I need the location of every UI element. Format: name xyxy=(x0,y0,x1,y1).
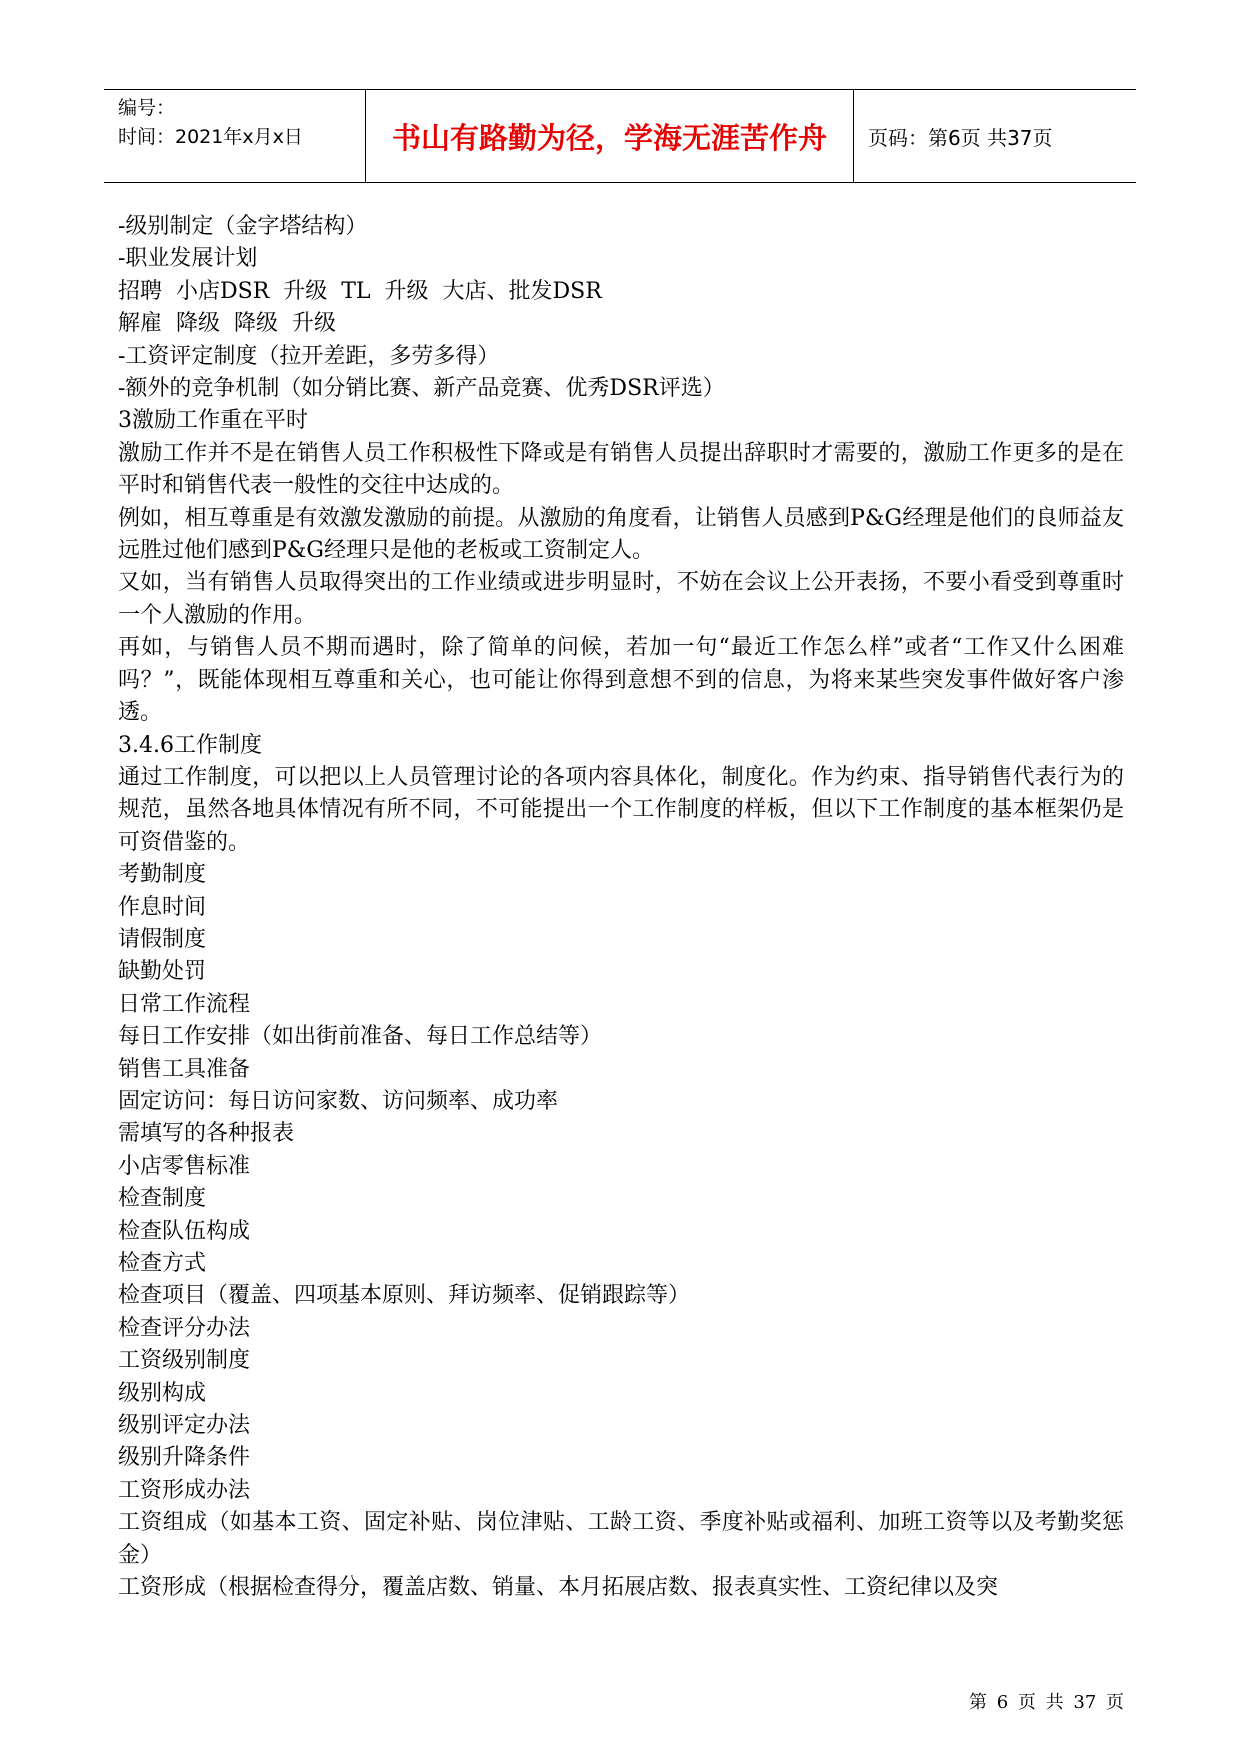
list-item: 工资形成办法 xyxy=(118,1477,251,1503)
body-paragraph: 通过工作制度，可以把以上人员管理讨论的各项内容具体化，制度化。作为约束、指导销售代表行为的规范，虽然各地具体情况有所不同，不可能提出一个工作制度的样板，但以下工作制度的基本框架仍是可资借鉴的。 xyxy=(118,764,1124,855)
list-item: 作息时间 xyxy=(118,894,207,920)
body-line: -级别制定（金字塔结构） xyxy=(118,214,368,239)
section-heading: 3激励工作重在平时 xyxy=(118,408,308,434)
list-item: 级别评定办法 xyxy=(118,1413,251,1439)
header-motto: 书山有路勤为径，学海无涯苦作舟 xyxy=(391,120,827,155)
list-item: 小店零售标准 xyxy=(118,1153,251,1179)
list-item: 检查队伍构成 xyxy=(118,1218,251,1244)
document-number-label: 编号： xyxy=(118,97,176,119)
list-item: 请假制度 xyxy=(118,926,207,952)
page-footer xyxy=(969,1688,1124,1714)
document-time-label: 时间：2021年x月x日 xyxy=(118,126,303,148)
list-item: 需填写的各种报表 xyxy=(118,1121,295,1147)
header-page-label: 页码：第6页 共37页 xyxy=(868,125,1053,150)
list-item: 检查评分办法 xyxy=(118,1315,251,1341)
header-info-cell xyxy=(104,90,366,182)
list-item: 日常工作流程 xyxy=(118,991,251,1017)
body-line: 招聘 小店DSR 升级 TL 升级 大店、批发DSR xyxy=(118,278,602,304)
body-line: -额外的竞争机制（如分销比赛、新产品竞赛、优秀DSR评选） xyxy=(118,376,725,402)
list-item: 检查制度 xyxy=(118,1186,207,1212)
list-item: 缺勤处罚 xyxy=(118,959,207,985)
footer-page-number: 第 6 页 共 37 页 xyxy=(969,1692,1124,1713)
body-paragraph: 又如，当有销售人员取得突出的工作业绩或进步明显时，不妨在会议上公开表扬，不要小看受到尊重时一个人激励的作用。 xyxy=(118,570,1124,628)
list-item: 检查项目（覆盖、四项基本原则、拜访频率、促销跟踪等） xyxy=(118,1283,691,1309)
document-body xyxy=(118,211,1124,1604)
body-paragraph: 激励工作并不是在销售人员工作积极性下降或是有销售人员提出辞职时才需要的，激励工作更多的是在平时和销售代表一般性的交往中达成的。 xyxy=(118,440,1124,499)
header-motto-cell xyxy=(366,90,854,182)
list-item: 固定访问：每日访问家数、访问频率、成功率 xyxy=(118,1088,559,1114)
list-item: 工资级别制度 xyxy=(118,1348,251,1374)
body-line: 解雇 降级 降级 升级 xyxy=(118,311,336,337)
header-page-cell xyxy=(854,90,1136,182)
body-paragraph: 工资组成（如基本工资、固定补贴、岗位津贴、工龄工资、季度补贴或福利、加班工资等以及考勤奖惩金） xyxy=(118,1510,1124,1568)
body-line: -职业发展计划 xyxy=(118,246,258,272)
list-item: 每日工作安排（如出街前准备、每日工作总结等） xyxy=(118,1024,603,1050)
body-paragraph: 工资形成（根据检查得分，覆盖店数、销量、本月拓展店数、报表真实性、工资纪律以及突 xyxy=(118,1575,999,1601)
list-item: 级别升降条件 xyxy=(118,1445,251,1471)
list-item: 销售工具准备 xyxy=(118,1056,251,1082)
section-heading: 3.4.6工作制度 xyxy=(118,732,262,758)
body-paragraph: 再如，与销售人员不期而遇时，除了简单的问候，若加一句“最近工作怎么样”或者“工作又什么困难吗？”，既能体现相互尊重和关心，也可能让你得到意想不到的信息，为将来某些突发事件做好客户渗透。 xyxy=(118,635,1124,726)
list-item: 检查方式 xyxy=(118,1251,207,1276)
list-item: 级别构成 xyxy=(118,1380,207,1406)
body-line: -工资评定制度（拉开差距，多劳多得） xyxy=(118,343,500,369)
body-paragraph: 例如，相互尊重是有效激发激励的前提。从激励的角度看，让销售人员感到P&G经理是他们的良师益友远胜过他们感到P&G经理只是他的老板或工资制定人。 xyxy=(118,505,1124,564)
document-header xyxy=(104,89,1136,183)
list-item: 考勤制度 xyxy=(118,862,207,888)
